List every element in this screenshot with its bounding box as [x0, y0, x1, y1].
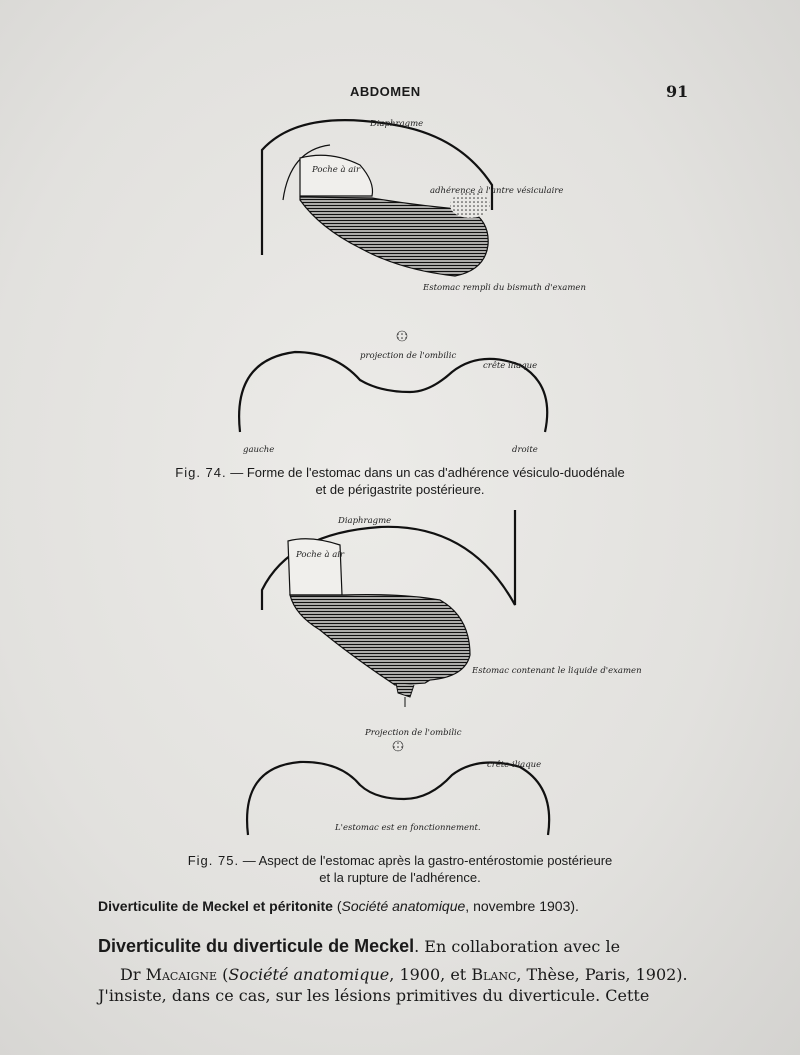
fig74-caption-line2: et de périgastrite postérieure.	[315, 482, 485, 497]
fig74-label-adhesion: adhérence à l'antre vésiculaire	[430, 186, 564, 196]
bibliography-entry-2	[98, 932, 718, 989]
fig74-label-stomach: Estomac rempli du bismuth d'examen	[423, 283, 586, 293]
fig75-label-stomach: Estomac contenant le liquide d'examen	[472, 666, 642, 676]
entry2-mid: , 1900, et	[389, 965, 472, 984]
fig74-label-diaphragm: Diaphragme	[370, 119, 424, 129]
entry2-open: (	[217, 965, 229, 984]
running-head: ABDOMEN	[350, 84, 421, 99]
entry2-journal: Société anatomique	[228, 965, 390, 984]
fig74-label-air-pocket: Poche à air	[312, 165, 361, 175]
fig75-caption-line2: et la rupture de l'adhérence.	[319, 870, 481, 885]
fig74-caption-line1: — Forme de l'estomac dans un cas d'adhérence vésiculo-duodénale	[230, 465, 625, 480]
fig74-label-right: droite	[512, 445, 538, 455]
fig75-label-bottom-note: L'estomac est en fonctionnement.	[335, 823, 481, 833]
fig75-outlet	[396, 683, 414, 697]
fig75-label-diaphragm: Diaphragme	[338, 516, 392, 526]
entry1-title: Diverticulite de Meckel et péritonite	[98, 898, 333, 914]
fig74-label-umbilicus: projection de l'ombilic	[360, 351, 457, 361]
fig75-label-iliac-crest: crête iliaque	[487, 760, 542, 770]
fig75-air-pocket	[288, 539, 342, 595]
fig75-label-air-pocket: Poche à air	[296, 550, 345, 560]
entry1-ref-open: (	[332, 898, 342, 914]
fig74-air-pocket	[300, 155, 373, 196]
page-number: 91	[666, 82, 689, 101]
figure-75-drawing	[0, 505, 800, 845]
bibliography-entry-1	[98, 898, 718, 914]
entry2-author1: Macaigne	[145, 965, 218, 984]
fig75-umbilicus-mark	[393, 741, 403, 751]
body-paragraph: J'insiste, dans ce cas, sur les lésions primitives du diverticule. Cette	[98, 986, 650, 1005]
fig75-caption-line1: — Aspect de l'estomac après la gastro-entérostomie postérieure	[242, 853, 613, 868]
fig75-caption-number: Fig. 75.	[187, 853, 240, 868]
entry2-line2	[98, 961, 718, 989]
fig74-label-iliac-crest: crête iliaque	[483, 361, 538, 371]
figure-74-caption	[130, 464, 670, 498]
entry1-ref-rest: , novembre 1903).	[465, 898, 579, 914]
entry2-text1: . En collaboration avec le	[414, 937, 621, 956]
fig75-stomach	[290, 595, 470, 685]
figure-75-caption	[130, 852, 670, 886]
figure-74-drawing	[0, 0, 800, 460]
fig74-label-left: gauche	[243, 445, 275, 455]
entry2-end: , Thèse, Paris, 1902).	[516, 965, 688, 984]
entry2-author2: Blanc	[471, 965, 517, 984]
entry2-dr: Dr	[120, 965, 141, 984]
entry2-title: Diverticulite du diverticule de Meckel	[98, 936, 415, 956]
fig74-caption-number: Fig. 74.	[175, 465, 227, 480]
fig75-label-umbilicus: Projection de l'ombilic	[365, 728, 462, 738]
fig74-umbilicus-mark	[397, 331, 407, 341]
entry1-journal: Société anatomique	[341, 898, 466, 914]
